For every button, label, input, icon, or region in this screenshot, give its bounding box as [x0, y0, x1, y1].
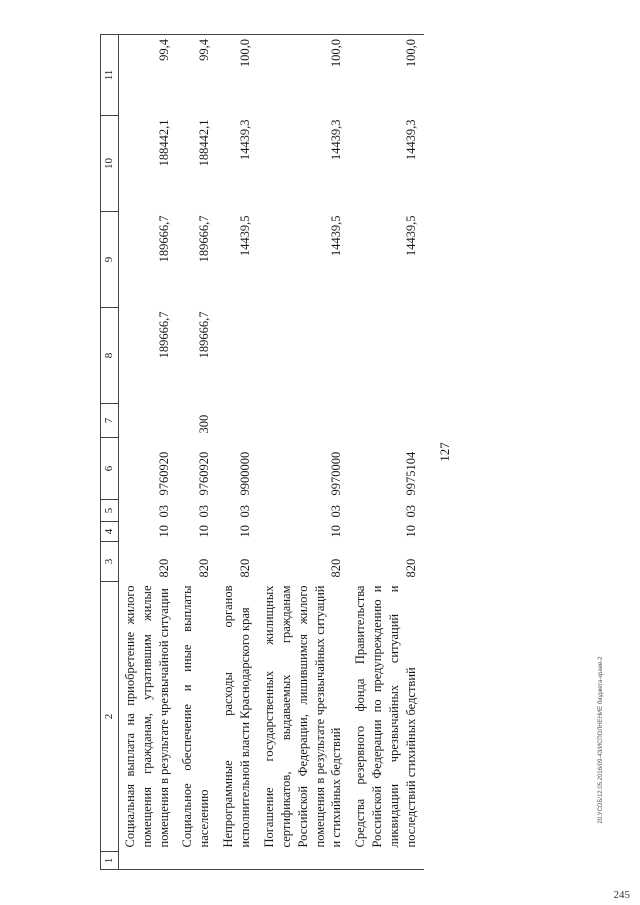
row-number-cell	[258, 852, 349, 870]
header-col-6: 6	[101, 438, 119, 500]
header-col-10: 10	[101, 116, 119, 212]
row-c5: 03	[403, 505, 418, 518]
row-c3: 820	[197, 558, 212, 578]
row-c4: 10	[197, 525, 212, 538]
row-number-cell	[176, 852, 217, 870]
row-number-cell	[349, 852, 424, 870]
row-c4: 10	[238, 525, 253, 538]
row-c3: 820	[156, 558, 171, 578]
table-row	[217, 35, 258, 870]
row-c4: 10	[156, 525, 171, 538]
row-c11: 99,4	[176, 35, 217, 116]
page-number-top: 127	[437, 442, 452, 462]
row-c11: 99,4	[118, 35, 176, 116]
row-c5: 03	[238, 505, 253, 518]
row-c10: 188442,1	[156, 119, 171, 167]
header-col-1: 1	[101, 852, 119, 870]
row-name: Погашение государственных жилищных сертификатов, выдаваемых гражданам Российской Федерации, лишившимся жилого помещения в результате чрезвычайных ситуаций и стихийных бедствий	[261, 585, 344, 848]
row-c7	[118, 404, 176, 438]
row-c9: 14439,5	[238, 215, 253, 257]
budget-table	[100, 34, 424, 870]
row-c8	[258, 308, 349, 404]
row-c7	[349, 404, 424, 438]
row-c11: 100,0	[217, 35, 258, 116]
page-number-bottom: 245	[613, 889, 630, 901]
row-c10: 14439,3	[329, 119, 344, 161]
row-c9: 14439,5	[403, 215, 418, 257]
row-name: Социальная выплата на приобретение жилого помещения гражданам, утратившим жилые помещения в результате чрезвычайной ситуации	[122, 585, 171, 848]
row-c6: 9760920	[197, 451, 212, 496]
row-c7: 300	[197, 414, 212, 434]
row-c5: 03	[329, 505, 344, 518]
table-row	[349, 35, 424, 870]
header-col-5: 5	[101, 500, 119, 522]
row-c9: 189666,7	[197, 215, 212, 263]
table-row	[176, 35, 217, 870]
row-name: Социальное обеспечение и иные выплаты населению	[180, 585, 212, 848]
row-c5: 03	[197, 505, 212, 518]
row-c3: 820	[329, 558, 344, 578]
row-c6: 9900000	[238, 451, 253, 496]
row-c8: 189666,7	[156, 311, 171, 359]
header-col-11: 11	[101, 35, 119, 116]
header-col-2: 2	[101, 582, 119, 852]
row-c4: 10	[329, 525, 344, 538]
row-c11: 100,0	[349, 35, 424, 116]
row-c3: 820	[238, 558, 253, 578]
row-name: Средства резервного фонда Правительства Российской Федерации по предупреждению и ликвидации чрезвычайных ситуаций и последствий стихийных бедствий	[353, 585, 418, 848]
table-header-row	[101, 35, 119, 870]
row-number-cell	[217, 852, 258, 870]
row-c7	[258, 404, 349, 438]
row-c10: 188442,1	[197, 119, 212, 167]
header-col-3: 3	[101, 542, 119, 582]
row-number-cell	[118, 852, 176, 870]
row-c5: 03	[156, 505, 171, 518]
row-c10: 14439,3	[238, 119, 253, 161]
row-c6: 9975104	[403, 451, 418, 496]
row-c8	[349, 308, 424, 404]
header-col-4: 4	[101, 522, 119, 542]
row-c4: 10	[403, 525, 418, 538]
row-c10: 14439,3	[403, 119, 418, 161]
row-c9: 14439,5	[329, 215, 344, 257]
row-c8: 189666,7	[197, 311, 212, 359]
row-c3: 820	[403, 558, 418, 578]
table-row	[118, 35, 176, 870]
header-col-9: 9	[101, 212, 119, 308]
row-c6: 9970000	[329, 451, 344, 496]
row-c6: 9760920	[156, 451, 171, 496]
budget-table-container	[100, 35, 570, 870]
row-c8	[217, 308, 258, 404]
row-c11: 100,0	[258, 35, 349, 116]
row-c7	[217, 404, 258, 438]
header-col-7: 7	[101, 404, 119, 438]
footer-file-path: 20.УСОБ/12.05.2016/09-43/ИСПОЛНЕНИЕ бюджета-краев-2	[598, 656, 604, 824]
row-name: Непрограммные расходы органов исполнительной власти Краснодарского края	[221, 585, 253, 848]
row-c9: 189666,7	[156, 215, 171, 263]
header-col-8: 8	[101, 308, 119, 404]
table-row	[258, 35, 349, 870]
